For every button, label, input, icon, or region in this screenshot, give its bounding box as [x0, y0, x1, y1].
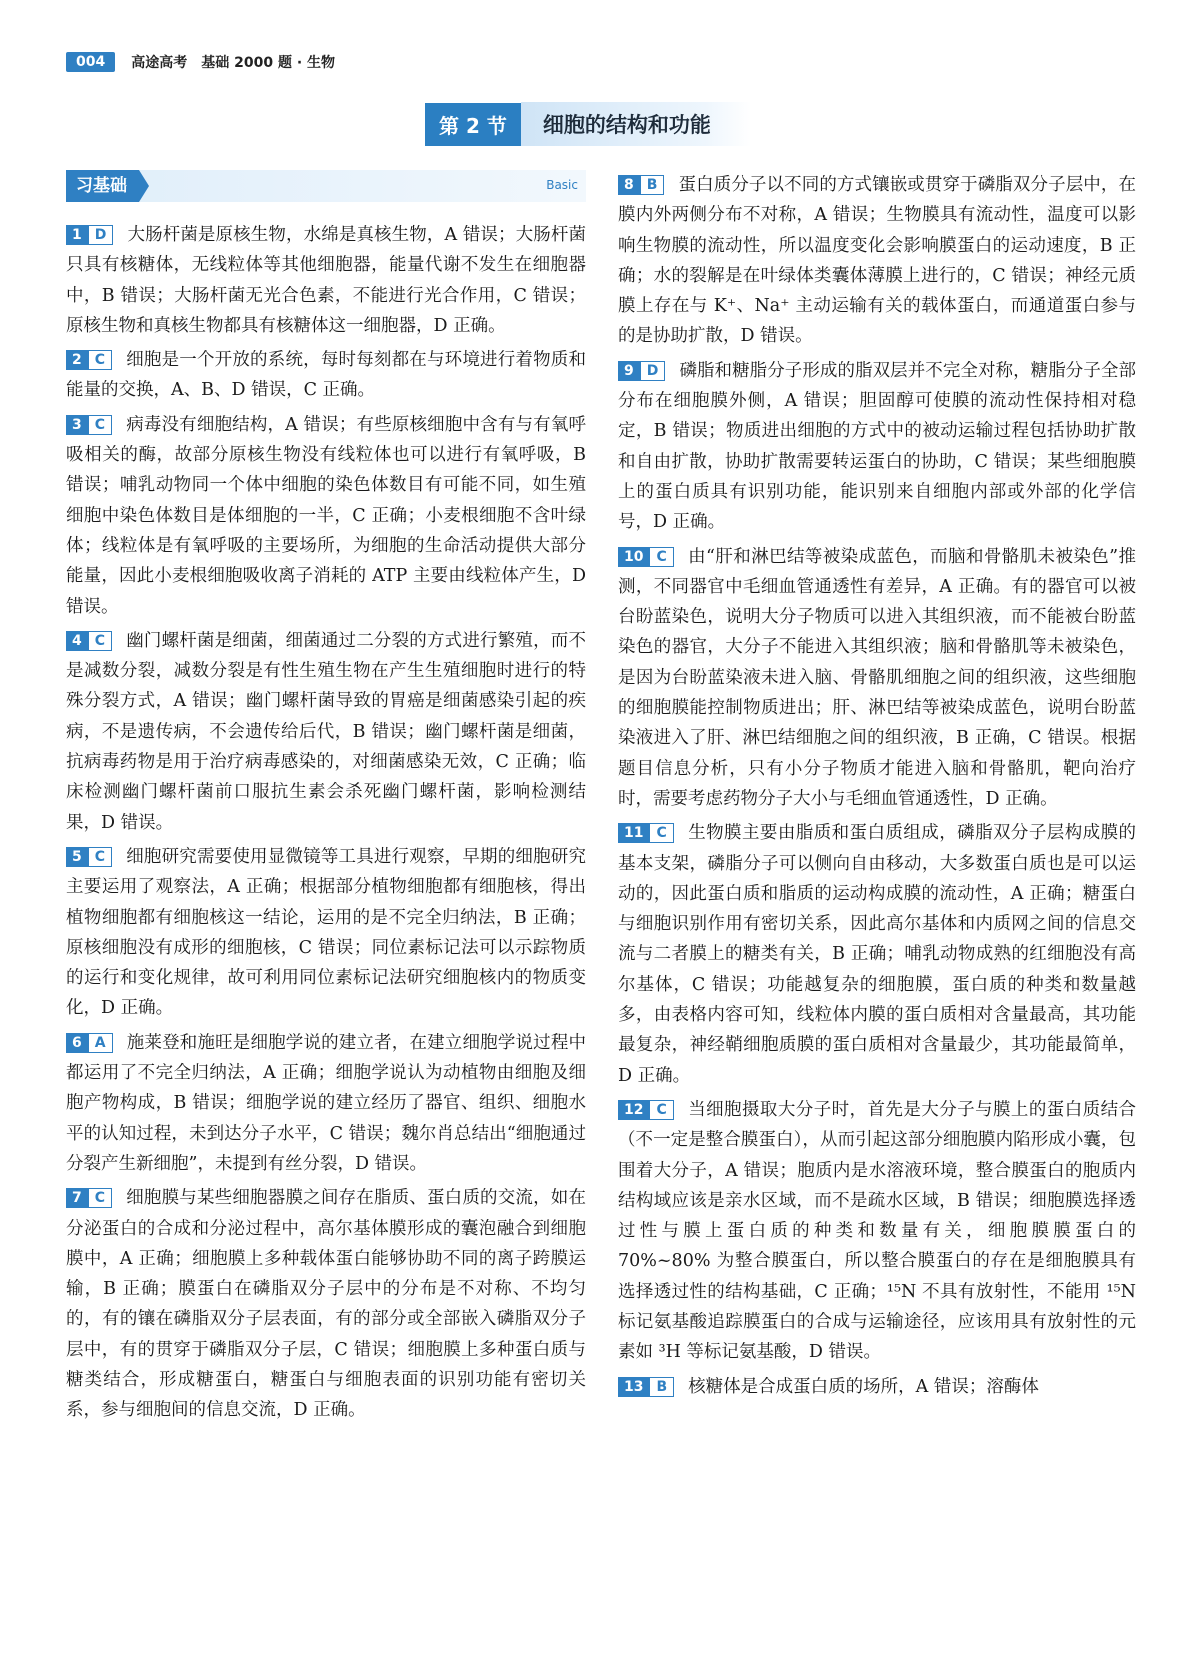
question-badge [618, 1377, 674, 1397]
left-answer-list [66, 220, 586, 1426]
explanation-text: 细胞膜与某些细胞器膜之间存在脂质、蛋白质的交流，如在分泌蛋白的合成和分泌过程中，高尔基体膜形成的囊泡融合到细胞膜中，A 正确；细胞膜上多种载体蛋白能够协助不同的离子跨膜运输，B 正确；膜蛋白在磷脂双分子层中的分布是不对称、不均匀的，有的镶在磷脂双分子层表面，有的部分或全部嵌入磷脂双分子层中，有的贯穿于磷脂双分子层，C 错误；细胞膜上多种蛋白质与糖类结合，形成糖蛋白，糖蛋白与细胞表面的识别功能有密切关系，参与细胞间的信息交流，D 正确。 [66, 1188, 586, 1421]
basic-section-header [66, 170, 586, 202]
basic-english-label: Basic [546, 178, 578, 192]
explanation-text: 生物膜主要由脂质和蛋白质组成，磷脂双分子层构成膜的基本支架，磷脂分子可以侧向自由移动，大多数蛋白质也是可以运动的，因此蛋白质和脂质的运动构成膜的流动性，A 正确；糖蛋白与细胞识别作用有密切关系，因此高尔基体和内质网之间的信息交流与二者膜上的糖类有关，B 正确；哺乳动物成熟的红细胞没有高尔基体，C 错误；功能越复杂的细胞膜，蛋白质的种类和数量越多，由表格内容可知，线粒体内膜的蛋白质相对含量最高，其功能最复杂，神经鞘细胞质膜的蛋白质相对含量最少，其功能最简单，D 正确。 [618, 823, 1136, 1086]
right-column [618, 170, 1136, 1406]
section-number: 第 2 节 [425, 103, 521, 146]
question-badge [66, 1188, 112, 1208]
page-header [66, 50, 335, 74]
answer-item [66, 345, 586, 406]
explanation-text: 蛋白质分子以不同的方式镶嵌或贯穿于磷脂双分子层中，在膜内外两侧分布不对称，A 错误；生物膜具有流动性，温度可以影响生物膜的流动性，所以温度变化会影响膜蛋白的运动速度，B 正确；水的裂解是在叶绿体类囊体薄膜上进行的，C 错误；神经元质膜上存在与 K⁺、Na⁺ 主动运输有关的载体蛋白，而通道蛋白参与的是协助扩散，D 错误。 [618, 175, 1136, 347]
answer-item [618, 1095, 1136, 1368]
answer-item [618, 1372, 1136, 1402]
section-heading [425, 104, 751, 144]
question-badge [618, 1100, 674, 1120]
answer-letter: B [640, 175, 665, 195]
right-answer-list [618, 170, 1136, 1402]
answer-letter: A [88, 1033, 113, 1053]
page-number: 004 [66, 52, 115, 72]
answer-item [66, 1028, 586, 1179]
question-number: 4 [66, 631, 88, 651]
explanation-text: 由“肝和淋巴结等被染成蓝色，而脑和骨骼肌未被染色”推测，不同器官中毛细血管通透性有差异，A 正确。有的器官可以被台盼蓝染色，说明大分子物质可以进入其组织液，而不能被台盼蓝染色的器官，大分子不能进入其组织液；脑和骨骼肌等未被染色，是因为台盼蓝染液未进入脑、骨骼肌细胞之间的组织液，这些细胞的细胞膜能控制物质进出；肝、淋巴结等被染成蓝色，说明台盼蓝染液进入了肝、淋巴结细胞之间的组织液，B 正确，C 错误。根据题目信息分析，只有小分子物质才能进入脑和骨骼肌，靶向治疗时，需要考虑药物分子大小与毛细血管通透性，D 正确。 [618, 546, 1136, 809]
question-number: 11 [618, 823, 649, 843]
answer-letter: C [88, 350, 112, 370]
answer-letter: C [88, 631, 112, 651]
question-badge [66, 350, 112, 370]
answer-letter: C [88, 415, 112, 435]
basic-label: 习基础 [66, 170, 139, 202]
explanation-text: 施莱登和施旺是细胞学说的建立者，在建立细胞学说过程中都运用了不完全归纳法，A 正确；细胞学说认为动植物由细胞及细胞产物构成，B 错误；细胞学说的建立经历了器官、组织、细胞水平的认知过程，未到达分子水平，C 错误；魏尔肖总结出“细胞通过分裂产生新细胞”，未提到有丝分裂，D 错误。 [66, 1032, 586, 1174]
answer-item [618, 356, 1136, 538]
question-number: 8 [618, 175, 640, 195]
question-badge [66, 225, 113, 245]
question-number: 2 [66, 350, 88, 370]
question-number: 3 [66, 415, 88, 435]
answer-item [66, 842, 586, 1024]
answer-item [66, 1183, 586, 1425]
explanation-text: 病毒没有细胞结构，A 错误；有些原核细胞中含有与有氧呼吸相关的酶，故部分原核生物没有线粒体也可以进行有氧呼吸，B 错误；哺乳动物同一个体中细胞的染色体数目有可能不同，如生殖细胞中染色体数目是体细胞的一半，C 正确；小麦根细胞不含叶绿体；线粒体是有氧呼吸的主要场所，为细胞的生命活动提供大部分能量，因此小麦根细胞吸收离子消耗的 ATP 主要由线粒体产生，D 错误。 [66, 414, 586, 617]
question-badge [66, 1033, 113, 1053]
explanation-text: 大肠杆菌是原核生物，水绵是真核生物，A 错误；大肠杆菌只具有核糖体，无线粒体等其他细胞器，能量代谢不发生在细胞器中，B 错误；大肠杆菌无光合色素，不能进行光合作用，C 错误；原核生物和真核生物都具有核糖体这一细胞器，D 正确。 [66, 225, 586, 336]
question-number: 13 [618, 1377, 649, 1397]
question-badge [618, 823, 674, 843]
explanation-text: 核糖体是合成蛋白质的场所，A 错误；溶酶体 [688, 1376, 1039, 1397]
question-badge [618, 361, 665, 381]
left-column [66, 170, 586, 1430]
question-number: 7 [66, 1188, 88, 1208]
question-number: 6 [66, 1033, 88, 1053]
answer-letter: C [88, 847, 112, 867]
question-number: 12 [618, 1100, 649, 1120]
question-number: 1 [66, 225, 88, 245]
question-badge [66, 631, 112, 651]
answer-item [66, 220, 586, 341]
question-badge [66, 847, 112, 867]
question-number: 10 [618, 547, 649, 567]
question-badge [618, 175, 664, 195]
explanation-text: 幽门螺杆菌是细菌，细菌通过二分裂的方式进行繁殖，而不是减数分裂，减数分裂是有性生殖生物在产生生殖细胞时进行的特殊分裂方式，A 错误；幽门螺杆菌导致的胃癌是细菌感染引起的疾病，不是遗传病，不会遗传给后代，B 错误；幽门螺杆菌是细菌，抗病毒药物是用于治疗病毒感染的，对细菌感染无效，C 正确；临床检测幽门螺杆菌前口服抗生素会杀死幽门螺杆菌，影响检测结果，D 错误。 [66, 630, 586, 833]
answer-letter: B [649, 1377, 674, 1397]
answer-item [618, 170, 1136, 352]
explanation-text: 细胞是一个开放的系统，每时每刻都在与环境进行着物质和能量的交换，A、B、D 错误，C 正确。 [66, 350, 586, 401]
answer-letter: C [649, 823, 673, 843]
answer-letter: D [640, 361, 666, 381]
answer-item [66, 410, 586, 622]
answer-item [66, 626, 586, 838]
answer-letter: D [88, 225, 114, 245]
answer-letter: C [649, 547, 673, 567]
explanation-text: 细胞研究需要使用显微镜等工具进行观察，早期的细胞研究主要运用了观察法，A 正确；根据部分植物细胞都有细胞核，得出植物细胞都有细胞核这一结论，运用的是不完全归纳法，B 正确；原核细胞没有成形的细胞核，C 错误；同位素标记法可以示踪物质的运行和变化规律，故可利用同位素标记法研究细胞核内的物质变化，D 正确。 [66, 846, 586, 1019]
section-title: 细胞的结构和功能 [521, 102, 751, 146]
answer-item [618, 818, 1136, 1091]
answer-letter: C [649, 1100, 673, 1120]
question-number: 5 [66, 847, 88, 867]
explanation-text: 磷脂和糖脂分子形成的脂双层并不完全对称，糖脂分子全部分布在细胞膜外侧，A 错误；胆固醇可使膜的流动性保持相对稳定，B 错误；物质进出细胞的方式中的被动运输过程包括协助扩散和自由扩散，协助扩散需要转运蛋白的协助，C 错误；某些细胞膜上的蛋白质具有识别功能，能识别来自细胞内部或外部的化学信号，D 正确。 [618, 360, 1136, 533]
answer-letter: C [88, 1188, 112, 1208]
book-title: 高途高考 基础 2000 题 · 生物 [131, 55, 336, 71]
answer-item [618, 542, 1136, 815]
question-badge [618, 547, 674, 567]
explanation-text: 当细胞摄取大分子时，首先是大分子与膜上的蛋白质结合（不一定是整合膜蛋白），从而引起这部分细胞膜内陷形成小囊，包围着大分子，A 错误；胞质内是水溶液环境，整合膜蛋白的胞质内结构域应该是亲水区域，而不是疏水区域，B 错误；细胞膜选择透过性与膜上蛋白质的种类和数量有关，细胞膜膜蛋白的 70%~80% 为整合膜蛋白，所以整合膜蛋白的存在是细胞膜具有选择透过性的结构基础，C 正确；¹⁵N 不具有放射性，不能用 ¹⁵N 标记氨基酸追踪膜蛋白的合成与运输途径，应该用具有放射性的元素如 ³H 等标记氨基酸，D 错误。 [618, 1099, 1136, 1363]
question-badge [66, 415, 112, 435]
question-number: 9 [618, 361, 640, 381]
